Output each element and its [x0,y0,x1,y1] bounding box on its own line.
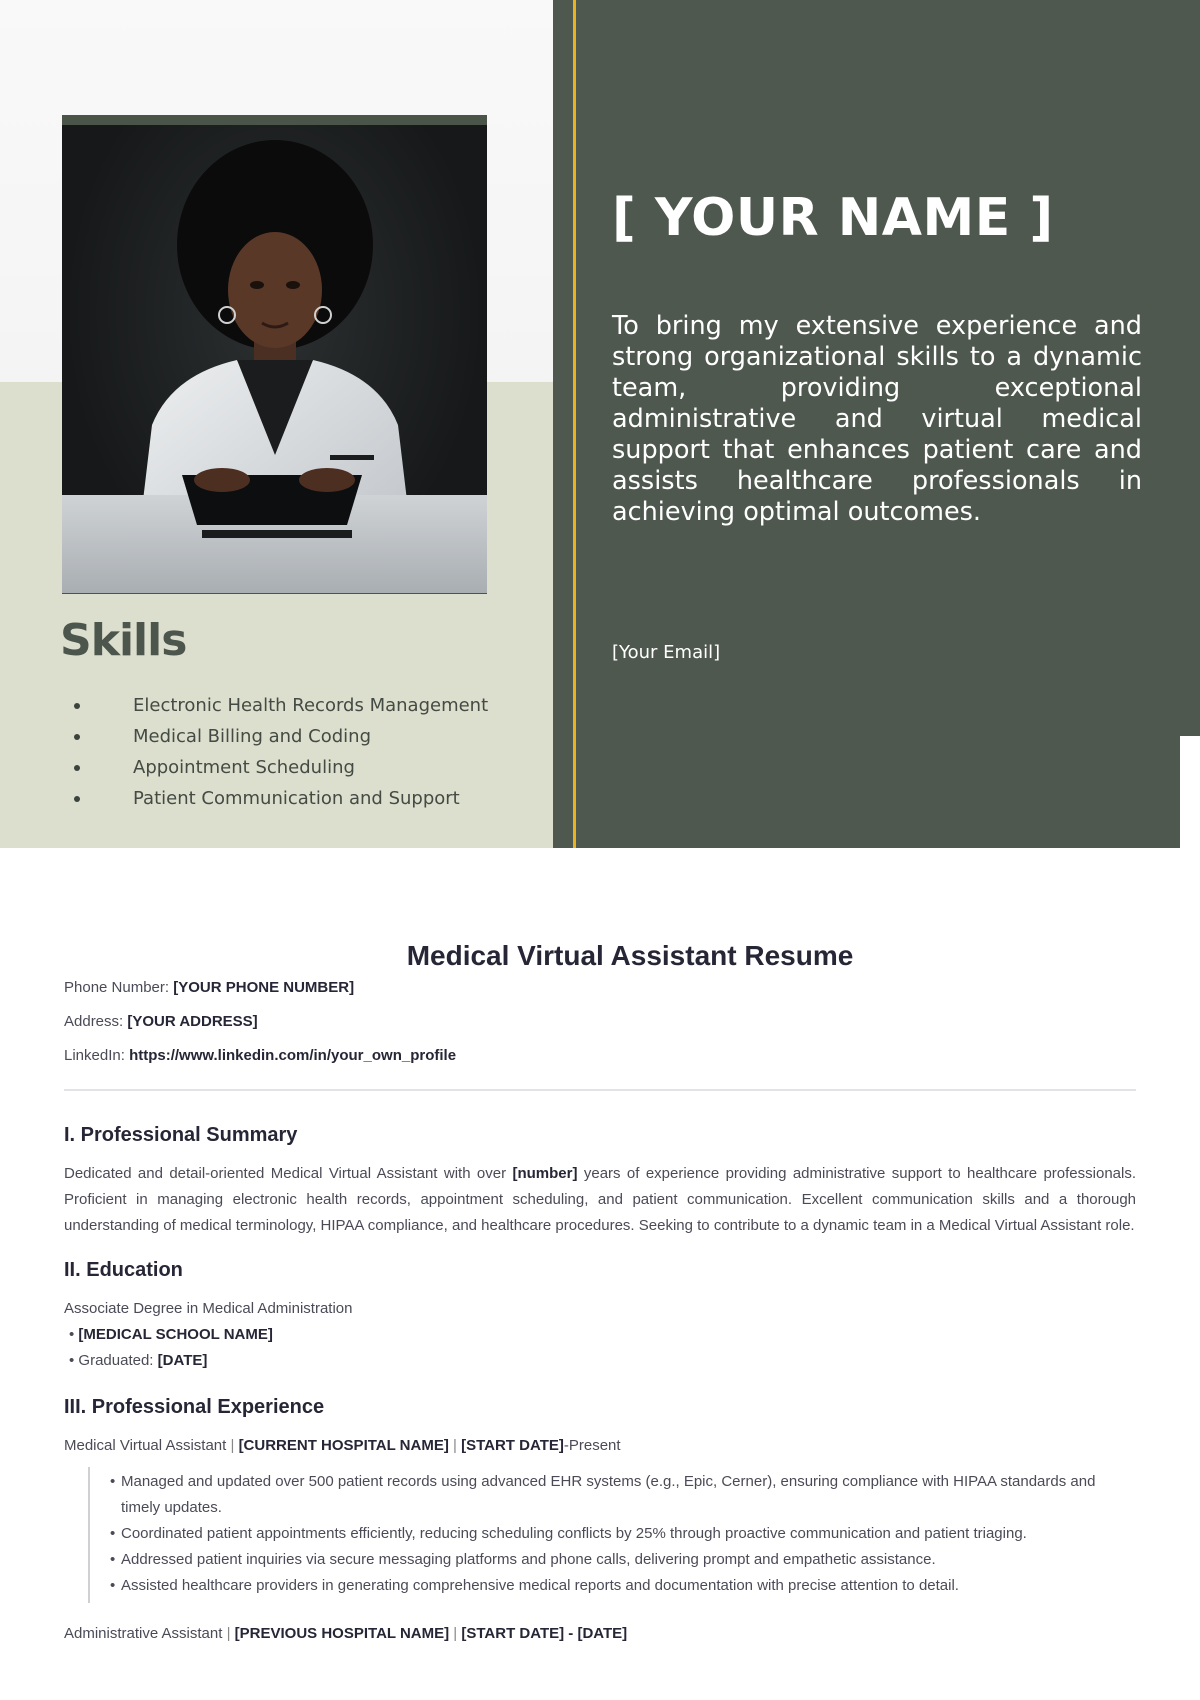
employer-name: [CURRENT HOSPITAL NAME] [238,1437,449,1454]
graduation-item [69,1348,1136,1374]
career-objective: To bring my extensive experience and strong organizational skills to a dynamic team, providing exceptional administrative and virtual medical support that enhances patient care and assists healthcare professionals in achieving optimal outcomes. [612,311,1142,527]
job-title: Medical Virtual Assistant [64,1437,227,1454]
phone-label: Phone Number: [64,979,170,996]
education-details [64,1322,1136,1374]
job-line-previous [64,1621,1136,1647]
skills-heading: Skills [60,615,187,666]
job-duties [88,1467,1136,1603]
duty-item: • Managed and updated over 500 patient records using advanced EHR systems (e.g., Epic, Cerner), ensuring compliance with HIPAA standards and timely updates. [110,1469,1136,1521]
employer-name: [PREVIOUS HOSPITAL NAME] [234,1625,450,1642]
resume-body [64,940,1136,1647]
summary-text [64,1161,1136,1239]
profile-photo [62,125,487,593]
separator: | [230,1437,235,1454]
school-name: [MEDICAL SCHOOL NAME] [78,1326,273,1343]
linkedin-label: LinkedIn: [64,1047,125,1064]
summary-pre: Dedicated and detail-oriented Medical Virtual Assistant with over [64,1165,507,1182]
skills-list [70,690,488,814]
name-panel-edge [1180,0,1200,736]
job-dates: [START DATE] - [DATE] [461,1625,628,1642]
summary-heading: I. Professional Summary [64,1124,298,1146]
separator: | [226,1625,231,1642]
school-item [69,1322,1136,1348]
separator: | [453,1625,458,1642]
duty-item: • Addressed patient inquiries via secure messaging platforms and phone calls, delivering prompt and empathetic assistance. [110,1547,1136,1573]
duty-item: • Coordinated patient appointments efficiently, reducing scheduling conflicts by 25% through proactive communication and patient triaging. [110,1521,1136,1547]
email-placeholder: [Your Email] [612,642,721,663]
duty-item: • Assisted healthcare providers in generating comprehensive medical reports and documentation with precise attention to detail. [110,1573,1136,1599]
phone-line [64,978,1136,1012]
education-heading: II. Education [64,1259,183,1281]
address-label: Address: [64,1013,124,1030]
years-placeholder: [number] [512,1165,578,1182]
resume-title: Medical Virtual Assistant Resume [406,940,854,971]
degree-name: Associate Degree in Medical Administration [64,1300,353,1317]
skill-item: Patient Communication and Support [70,783,488,814]
job-start-date: [START DATE] [461,1437,564,1454]
experience-heading: III. Professional Experience [64,1396,325,1418]
separator: | [453,1437,457,1454]
graduated-label: Graduated: [78,1352,154,1369]
linkedin-line [64,1046,1136,1080]
graduated-date: [DATE] [157,1352,208,1369]
section-divider [64,1089,1136,1091]
skill-item: Medical Billing and Coding [70,721,488,752]
address-value: [YOUR ADDRESS] [127,1013,258,1030]
candidate-name: [ YOUR NAME ] [612,188,1054,248]
linkedin-link[interactable]: https://www.linkedin.com/in/your_own_profile [129,1047,457,1064]
address-line [64,1012,1136,1046]
profile-photo-illustration [62,125,487,593]
phone-value: [YOUR PHONE NUMBER] [173,979,355,996]
summary-post: years of experience providing administrative support to healthcare professionals. Proficient in managing electronic health records, appointment scheduling, and patient communication. Excellent communication skills and a thorough understanding of medical terminology, HIPAA compliance, and healthcare procedures. Seeking to contribute to a dynamic team in a Medical Virtual Assistant role. [64,1165,1137,1234]
skill-item: Appointment Scheduling [70,752,488,783]
accent-divider [573,0,576,848]
skill-item: Electronic Health Records Management [70,690,488,721]
job-end: -Present [563,1437,621,1454]
resume-hero [0,0,1200,848]
job-line-current [64,1433,1136,1459]
job-title: Administrative Assistant [64,1625,223,1642]
contact-info [64,978,1136,1080]
